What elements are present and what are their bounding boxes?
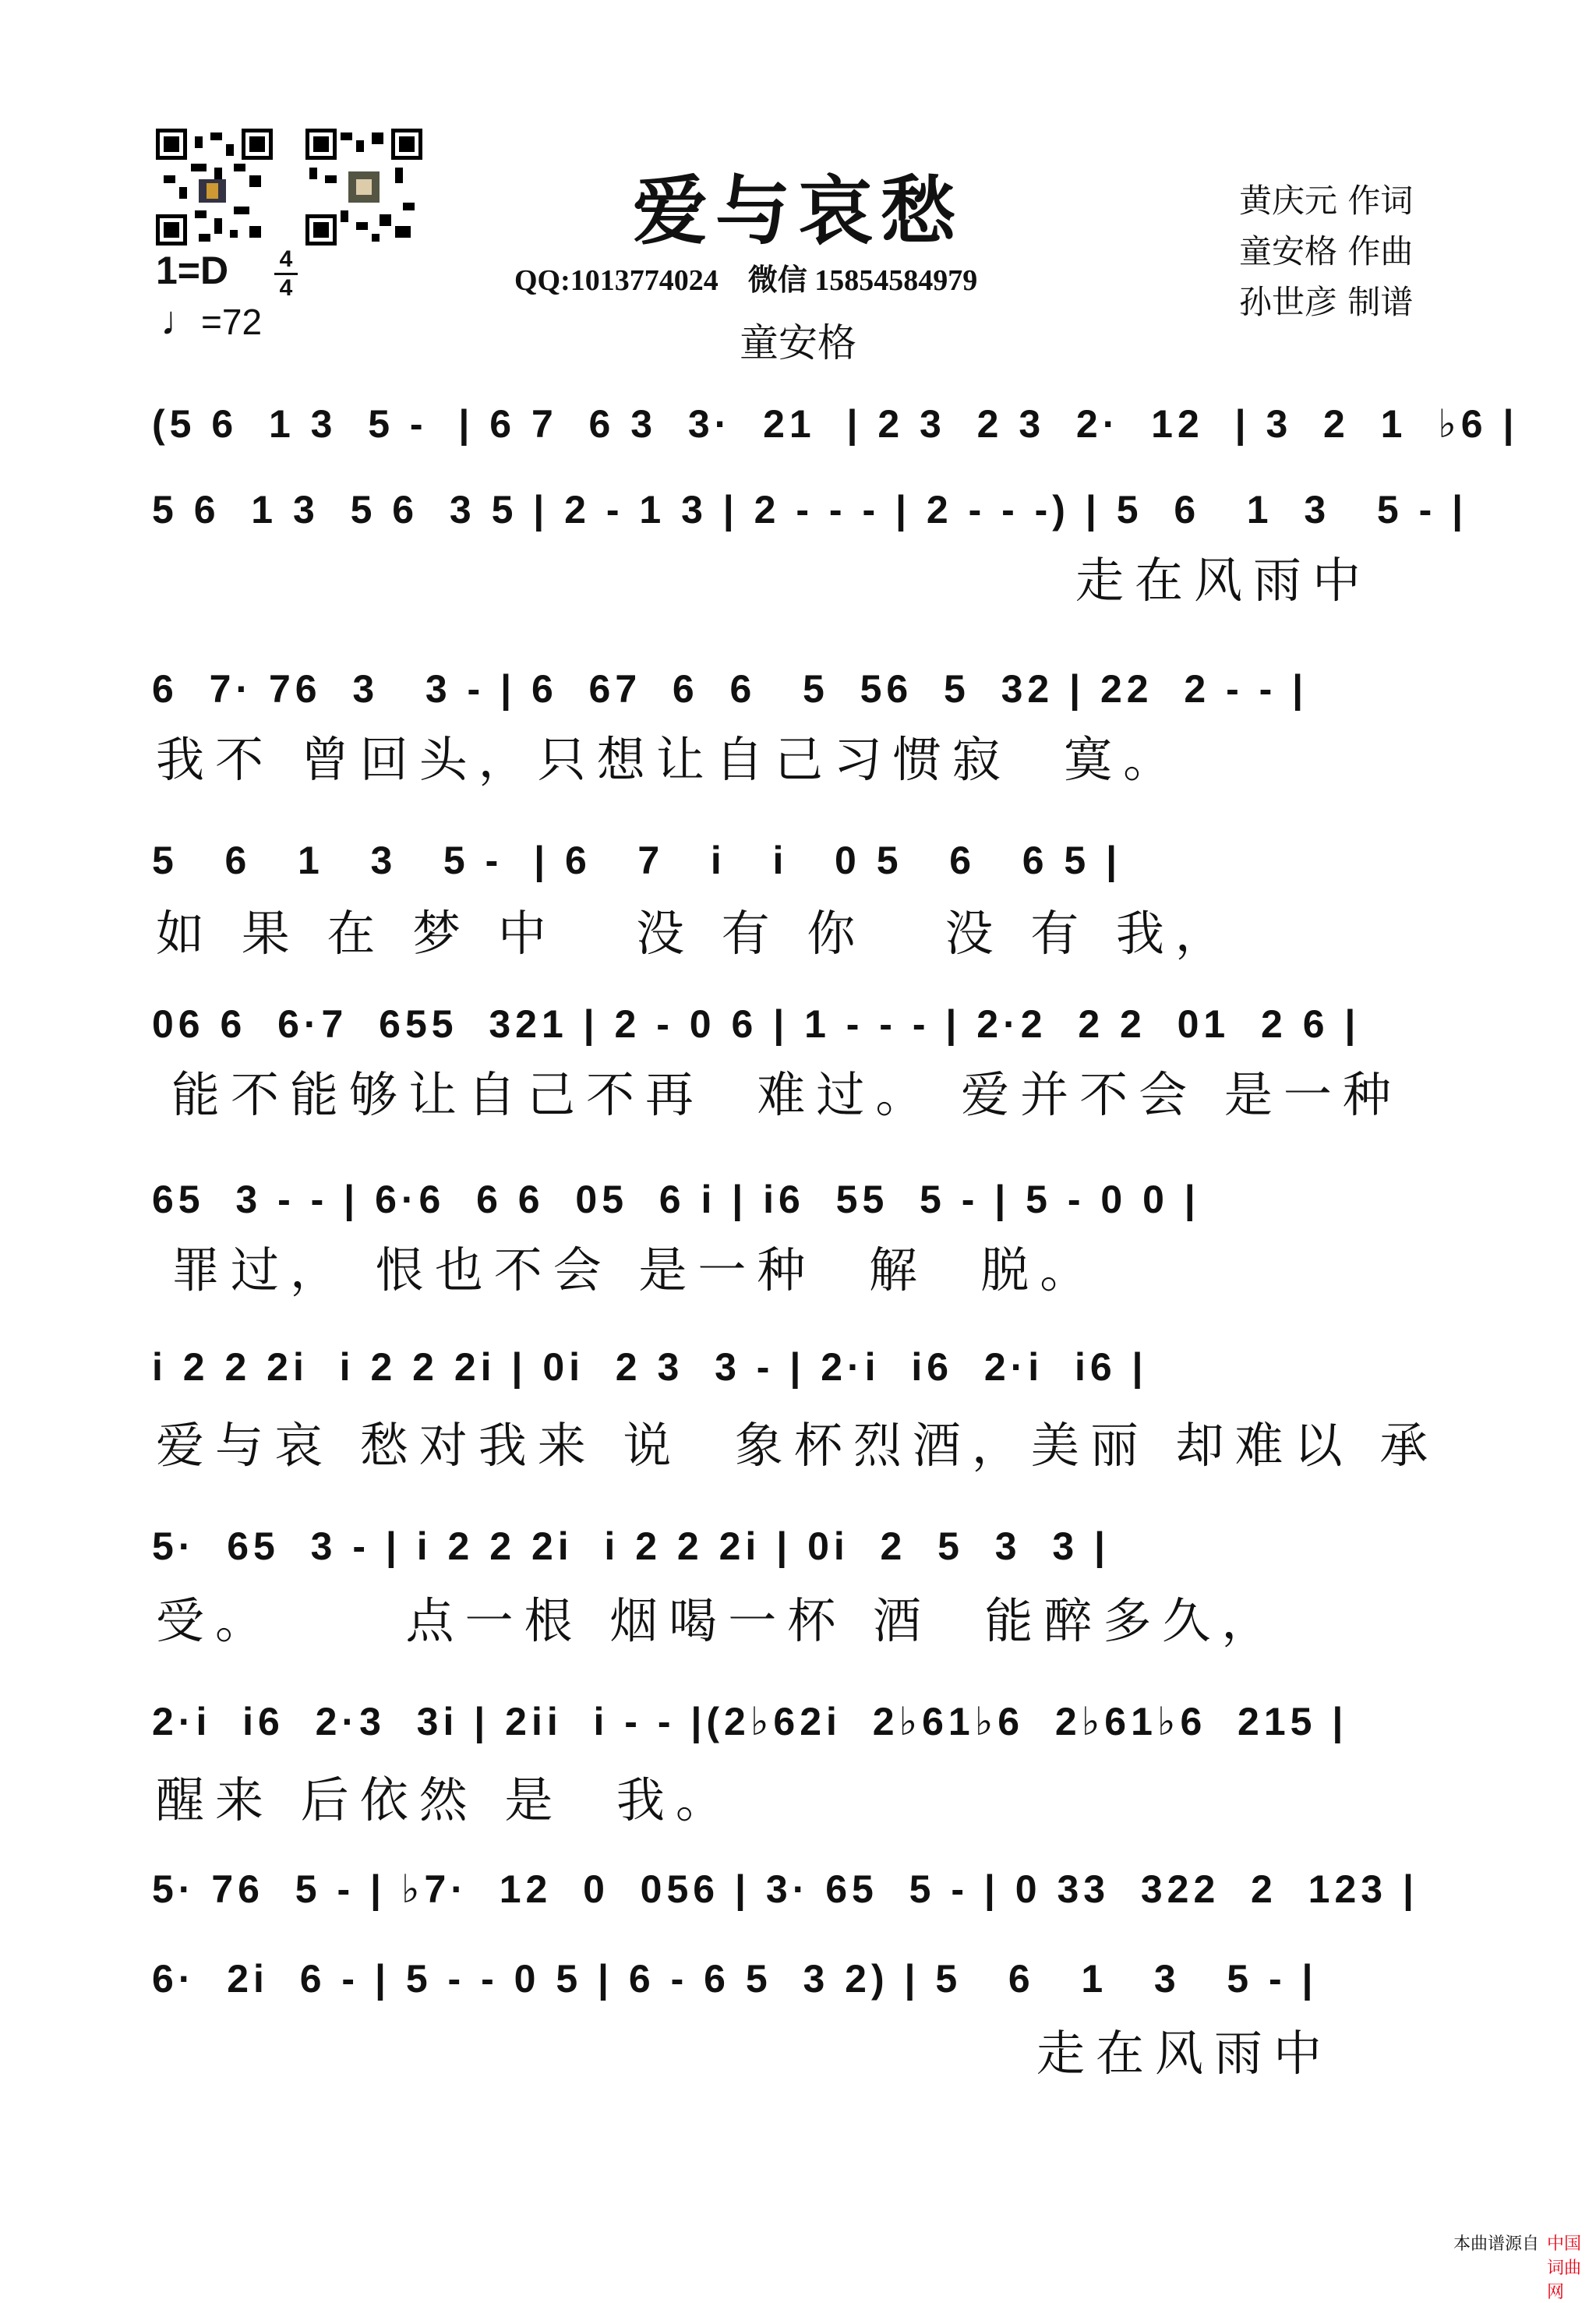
contact-info: QQ:1013774024 微信 15854584979 [514, 264, 978, 297]
footer-site-link[interactable]: 中国词曲网 [1547, 2234, 1582, 2302]
quarter-note-icon: ♩ [161, 298, 201, 344]
score-row-9-lyrics: 醒来 后依然 是 我。 [156, 1771, 735, 1828]
score-row-7-lyrics: 爱与哀 愁对我来 说 象杯烈酒，美丽 却难以 承 [156, 1417, 1439, 1474]
score-row-4-lyrics: 如 果 在 梦 中 没 有 你 没 有 我， [156, 905, 1234, 962]
song-title: 爱与哀愁 [633, 167, 963, 255]
score-row-4-notes: 5 6 1 3 5 - | 6 7 i i 0 5 6 6 5 | [152, 839, 1122, 882]
singer-name: 童安格 [740, 320, 856, 366]
score-row-1-notes: (5 6 1 3 5 - | 6 7 6 3 3· 21 | 2 3 2 3 2· 12 | 3 2 1 ♭6 | [152, 402, 1519, 446]
score-row-2-lyrics: 走在风雨中 [1075, 552, 1372, 609]
score-row-3-notes: 6 7· 76 3 3 - | 6 67 6 6 5 56 5 32 | 22 2 - - | [152, 667, 1308, 711]
score-row-8-notes: 5· 65 3 - | i 2 2 2i i 2 2 2i | 0i 2 5 3 3 | [152, 1524, 1110, 1568]
score-row-5-lyrics: 能不能够让自己不再 难过。 爱并不会 是一种 [171, 1066, 1402, 1123]
score-row-9-notes: 2·i i6 2·3 3i | 2ii i - - |(2♭62i 2♭61♭6 2♭61♭6 215 | [152, 1700, 1348, 1743]
score-row-6-lyrics: 罪过， 恨也不会 是一种 解 脱。 [171, 1242, 1100, 1298]
time-signature-bottom: 4 [279, 275, 293, 301]
score-row-3-lyrics: 我不 曾回头，只想让自己习惯寂 寞。 [156, 731, 1183, 788]
credit-transcriber: 孙世彦 制谱 [1239, 283, 1414, 321]
score-row-2-notes: 5 6 1 3 5 6 3 5 | 2 - 1 3 | 2 - - - | 2 - - -) | 5 6 1 3 5 - | [152, 488, 1468, 532]
score-row-7-notes: i 2 2 2i i 2 2 2i | 0i 2 3 3 - | 2·i i6 2·i i6 | [152, 1345, 1148, 1389]
score-row-6-notes: 65 3 - - | 6·6 6 6 05 6 i | i6 55 5 - | 5 - 0 0 | [152, 1178, 1200, 1221]
time-signature-top: 4 [279, 246, 293, 272]
credit-composer: 童安格 作曲 [1239, 232, 1414, 270]
score-row-10-notes: 5· 76 5 - | ♭7· 12 0 056 | 3· 65 5 - | 0 33 322 2 123 | [152, 1867, 1418, 1911]
tempo-marking [161, 298, 262, 344]
footer-source-label: 本曲谱源自 [1453, 2234, 1540, 2254]
score-row-11-notes: 6· 2i 6 - | 5 - - 0 5 | 6 - 6 5 3 2) | 5 6 1 3 5 - | [152, 1957, 1318, 2001]
score-row-5-notes: 06 6 6·7 655 321 | 2 - 0 6 | 1 - - - | 2·2 2 2 01 2 6 | [152, 1002, 1361, 1046]
credit-lyricist: 黄庆元 作词 [1239, 182, 1414, 220]
score-row-8-lyrics: 受。 点一根 烟喝一杯 酒 能醉多久， [156, 1592, 1281, 1649]
score-row-11-lyrics: 走在风雨中 [1036, 2025, 1333, 2082]
tempo-value: =72 [201, 302, 263, 342]
time-signature [274, 248, 298, 300]
key-signature: 1=D [156, 249, 229, 292]
